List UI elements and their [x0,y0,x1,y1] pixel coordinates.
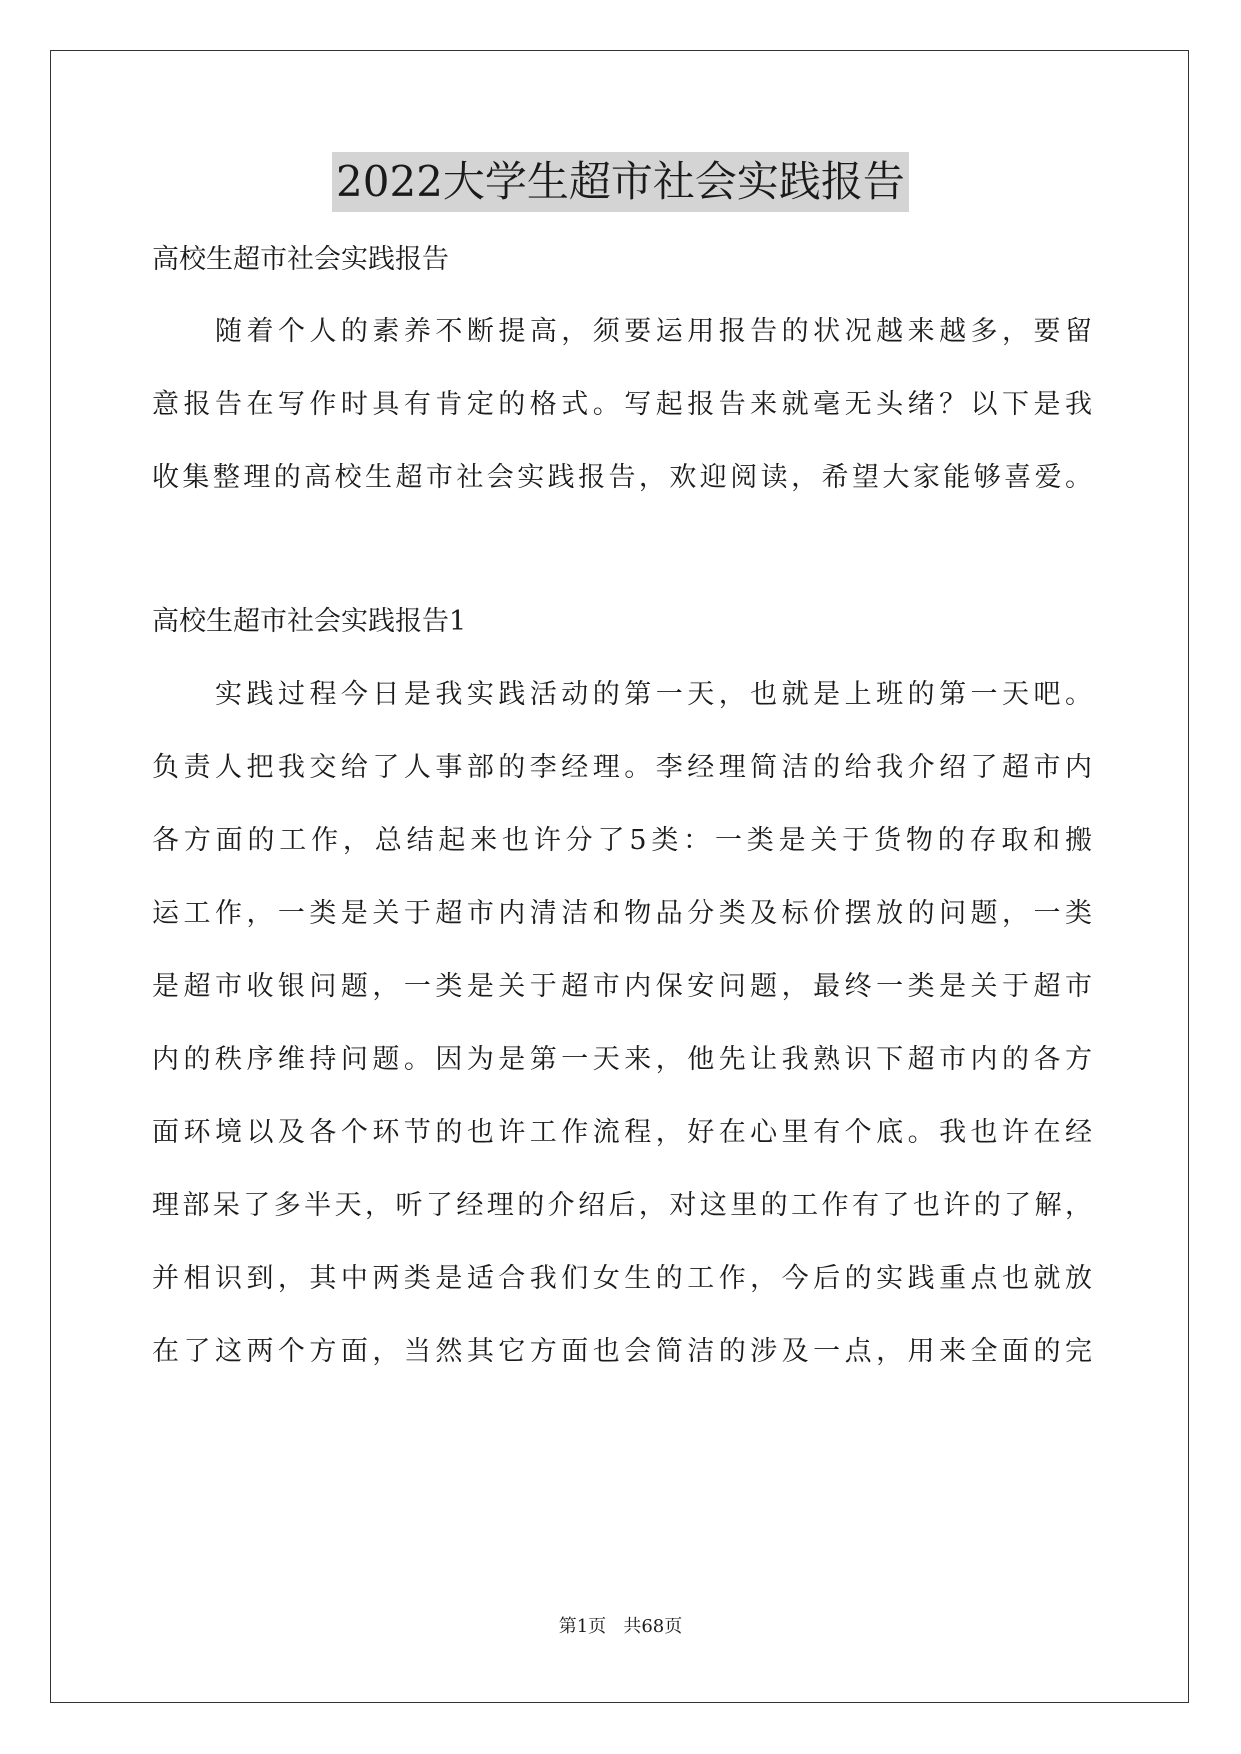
paragraph-line: 并相识到，其中两类是适合我们女生的工作，今后的实践重点也就放 [152,1263,1092,1294]
paragraph-line: 在了这两个方面，当然其它方面也会简洁的涉及一点，用来全面的完 [152,1336,1092,1367]
paragraph-line: 意报告在写作时具有肯定的格式。写起报告来就毫无头绪？以下是我 [152,389,1092,420]
paragraph-line: 面环境以及各个环节的也许工作流程，好在心里有个底。我也许在经 [152,1117,1092,1148]
paragraph-line: 随着个人的素养不断提高，须要运用报告的状况越来越多，要留 [215,316,1092,347]
section-heading: 高校生超市社会实践报告1 [152,606,467,637]
paragraph-line: 负责人把我交给了人事部的李经理。李经理简洁的给我介绍了超市内 [152,752,1092,783]
section-heading: 高校生超市社会实践报告 [152,244,449,275]
paragraph-line: 运工作，一类是关于超市内清洁和物品分类及标价摆放的问题，一类 [152,898,1092,929]
page-border [50,50,1189,1703]
document-title: 2022大学生超市社会实践报告 [332,152,909,212]
title-container [0,152,1241,212]
paragraph-line: 实践过程今日是我实践活动的第一天，也就是上班的第一天吧。 [215,679,1092,710]
paragraph-line: 理部呆了多半天，听了经理的介绍后，对这里的工作有了也许的了解， [152,1190,1092,1221]
paragraph-line: 是超市收银问题，一类是关于超市内保安问题，最终一类是关于超市 [152,971,1092,1002]
paragraph-line: 内的秩序维持问题。因为是第一天来，他先让我熟识下超市内的各方 [152,1044,1092,1075]
page-number-footer: 第1页 共68页 [558,1616,683,1637]
paragraph-line: 收集整理的高校生超市社会实践报告，欢迎阅读，希望大家能够喜爱。 [152,462,1092,493]
paragraph-line: 各方面的工作，总结起来也许分了5类：一类是关于货物的存取和搬 [152,825,1092,856]
